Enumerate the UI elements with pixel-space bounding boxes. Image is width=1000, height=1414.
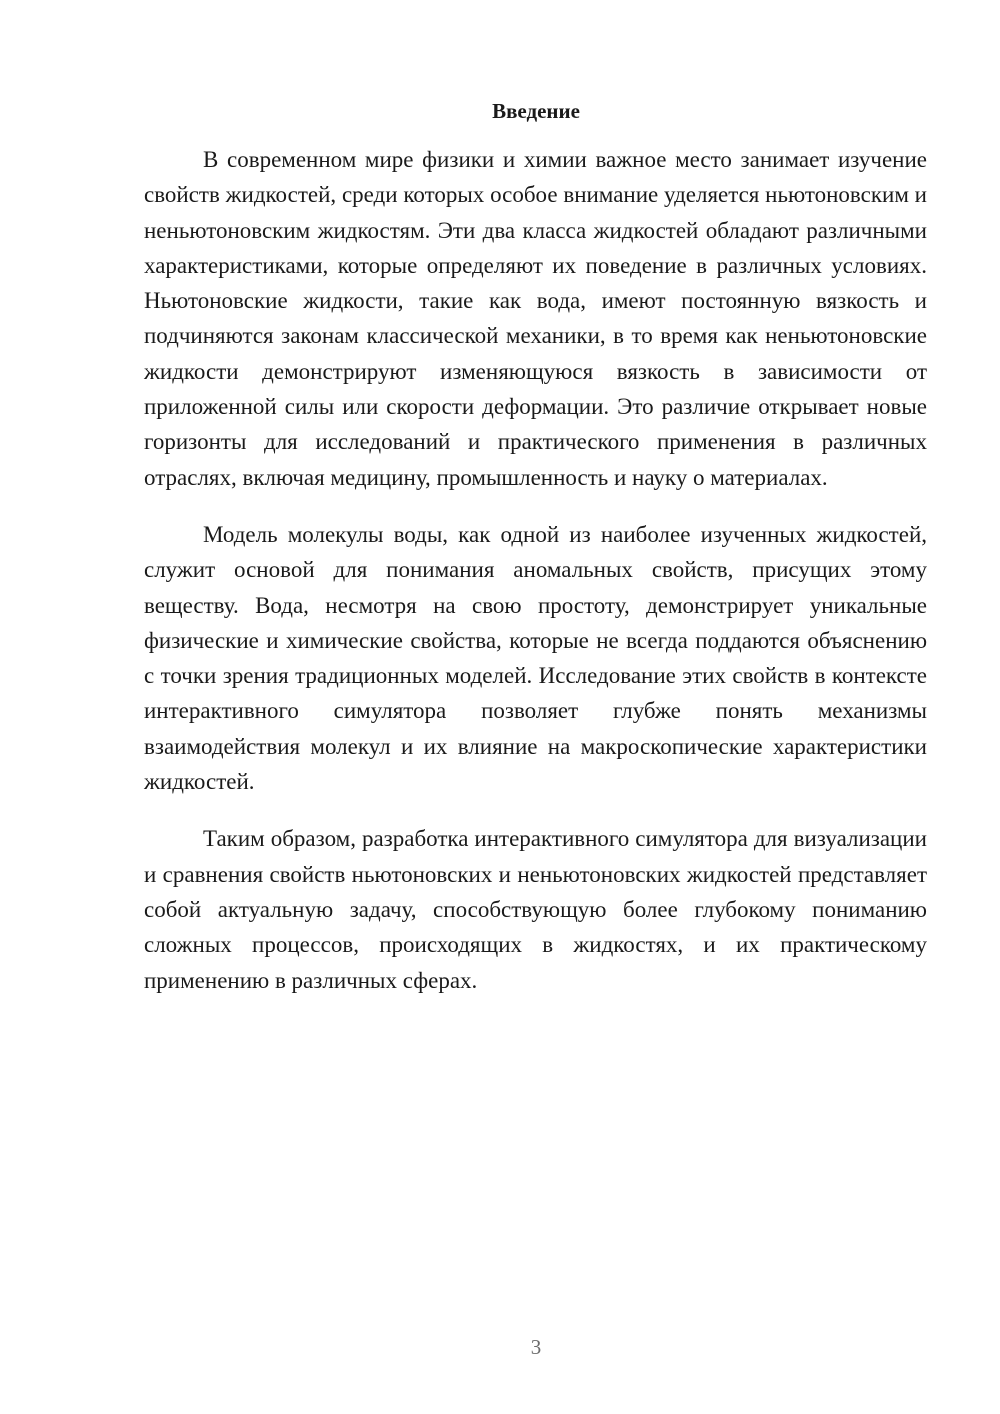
paragraph-3: Таким образом, разработка интерактивного симулятора для визуализации и сравнения свойств ньютоновских и неньютоновских жидкостей представляет собой актуальную задачу, способствующую более глубокому пониманию сложных процессов, происходящих в жидкостях, и их практическому применению в различных сферах. [144, 826, 927, 993]
section-heading: Введение [492, 99, 580, 123]
body-text [144, 142, 927, 1020]
paragraph-1: В современном мире физики и химии важное место занимает изучение свойств жидкостей, среди которых особое внимание уделяется ньютоновским и неньютоновским жидкостям. Эти два класса жидкостей обладают различными характеристиками, которые определяют их поведение в различных условиях. Ньютоновские жидкости, такие как вода, имеют постоянную вязкость и подчиняются законам классической механики, в то время как неньютоновские жидкости демонстрируют изменяющуюся вязкость в зависимости от приложенной силы или скорости деформации. Это различие открывает новые горизонты для исследований и практического применения в различных отраслях, включая медицину, промышленность и науку о материалах. [144, 147, 927, 490]
page-number: 3 [530, 1335, 542, 1359]
paragraph-2: Модель молекулы воды, как одной из наиболее изученных жидкостей, служит основой для понимания аномальных свойств, присущих этому веществу. Вода, несмотря на свою простоту, демонстрирует уникальные физические и химические свойства, которые не всегда поддаются объяснению с точки зрения традиционных моделей. Исследование этих свойств в контексте интерактивного симулятора позволяет глубже понять механизмы взаимодействия молекул и их влияние на макроскопические характеристики жидкостей. [144, 521, 927, 795]
